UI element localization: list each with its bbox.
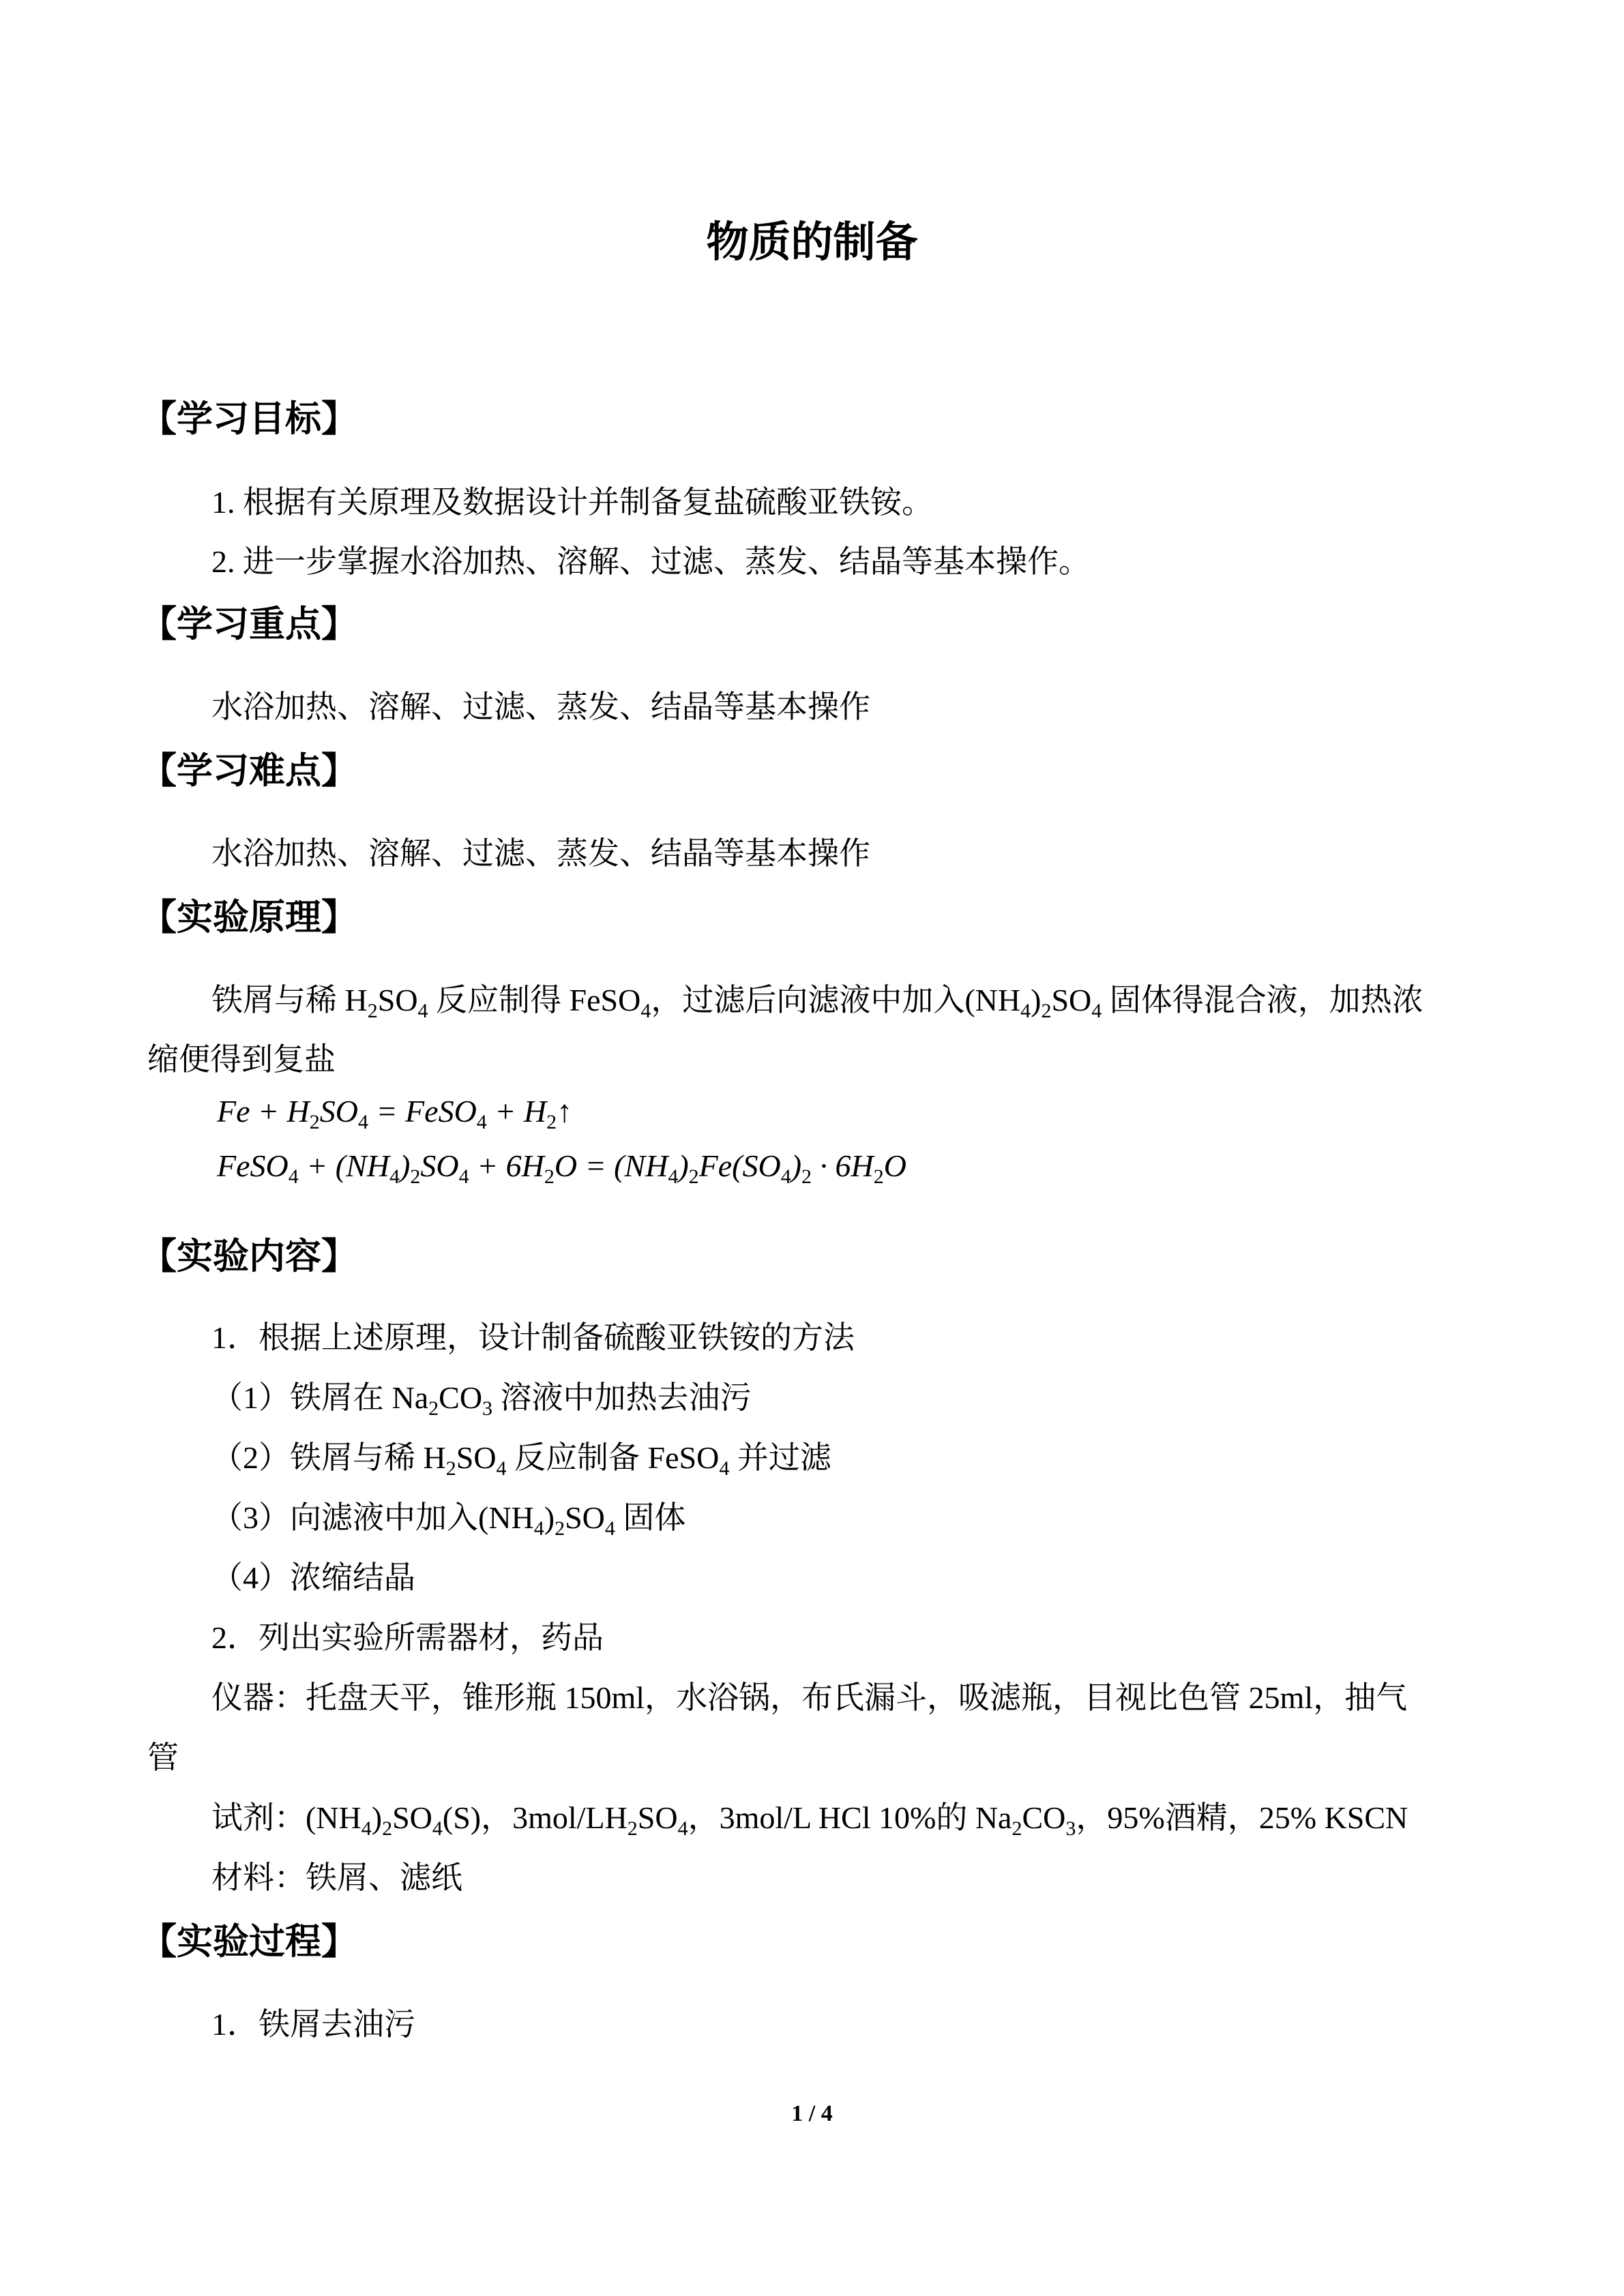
heading-process: 【实验过程】 xyxy=(141,1921,357,1963)
content-step-2: 2．列出实验所需器材，药品 xyxy=(211,1620,604,1655)
key-points-text: 水浴加热、溶解、过滤、蒸发、结晶等基本操作 xyxy=(211,689,870,724)
goal-item-1: 1. 根据有关原理及数据设计并制备复盐硫酸亚铁铵。 xyxy=(211,485,933,520)
principle-line-1: 铁屑与稀 $H_2SO_4$ 反应制得 FeSO$_4$，过滤后向滤液中加入$(NH_4)_2SO_4$ 固体得混合液，加热浓 xyxy=(211,983,1423,1022)
content-step-1: 1．根据上述原理，设计制备硫酸亚铁铵的方法 xyxy=(211,1320,855,1355)
content-sub-2: （2）铁屑与稀 $H_2SO_4$ 反应制备 FeSO$_4$ 并过滤 xyxy=(211,1440,831,1480)
instruments-line-1: 仪器：托盘天平，锥形瓶 150ml，水浴锅，布氏漏斗，吸滤瓶，目视比色管 25ml，抽气 xyxy=(211,1680,1408,1715)
content-sub-3: （3）向滤液中加入$(NH_4)_2SO_4$ 固体 xyxy=(211,1500,686,1540)
content-sub-1: （1）铁屑在 $Na_2CO_3$ 溶液中加热去油污 xyxy=(211,1380,752,1420)
materials-line: 材料：铁屑、滤纸 xyxy=(211,1860,462,1895)
difficulties-text: 水浴加热、溶解、过滤、蒸发、结晶等基本操作 xyxy=(211,836,870,871)
equation-1: $Fe + H_2SO_4$ = FeSO$_4$ + $H_2↑$ xyxy=(217,1094,573,1133)
process-step-1: 1．铁屑去油污 xyxy=(211,2007,415,2042)
instruments-line-2: 管 xyxy=(147,1740,179,1775)
heading-goals: 【学习目标】 xyxy=(141,398,357,440)
content-sub-4: （4）浓缩结晶 xyxy=(211,1560,415,1595)
page-title: 物质的制备 xyxy=(706,217,918,267)
page-indicator: 1 / 4 xyxy=(791,2101,833,2126)
heading-principle: 【实验原理】 xyxy=(141,897,357,938)
equation-2: FeSO$_4$ + $(NH_4)_2SO_4 + 6H_2O = (NH_4)_2Fe(SO_4)_2 \cdot 6H_2O$ xyxy=(217,1148,907,1188)
heading-key-points: 【学习重点】 xyxy=(141,603,357,645)
heading-difficulties: 【学习难点】 xyxy=(141,750,357,792)
goal-item-2: 2. 进一步掌握水浴加热、溶解、过滤、蒸发、结晶等基本操作。 xyxy=(211,544,1090,579)
principle-line-2: 缩便得到复盐 xyxy=(147,1042,336,1077)
reagents-line: 试剂：$(NH_4)_2SO_4(S)$，$3mol/LH_2SO_4$，3mol/L HCl 10%的 $Na_2CO_3$，95%酒精，25% KSCN xyxy=(211,1800,1408,1840)
heading-content: 【实验内容】 xyxy=(141,1236,357,1277)
